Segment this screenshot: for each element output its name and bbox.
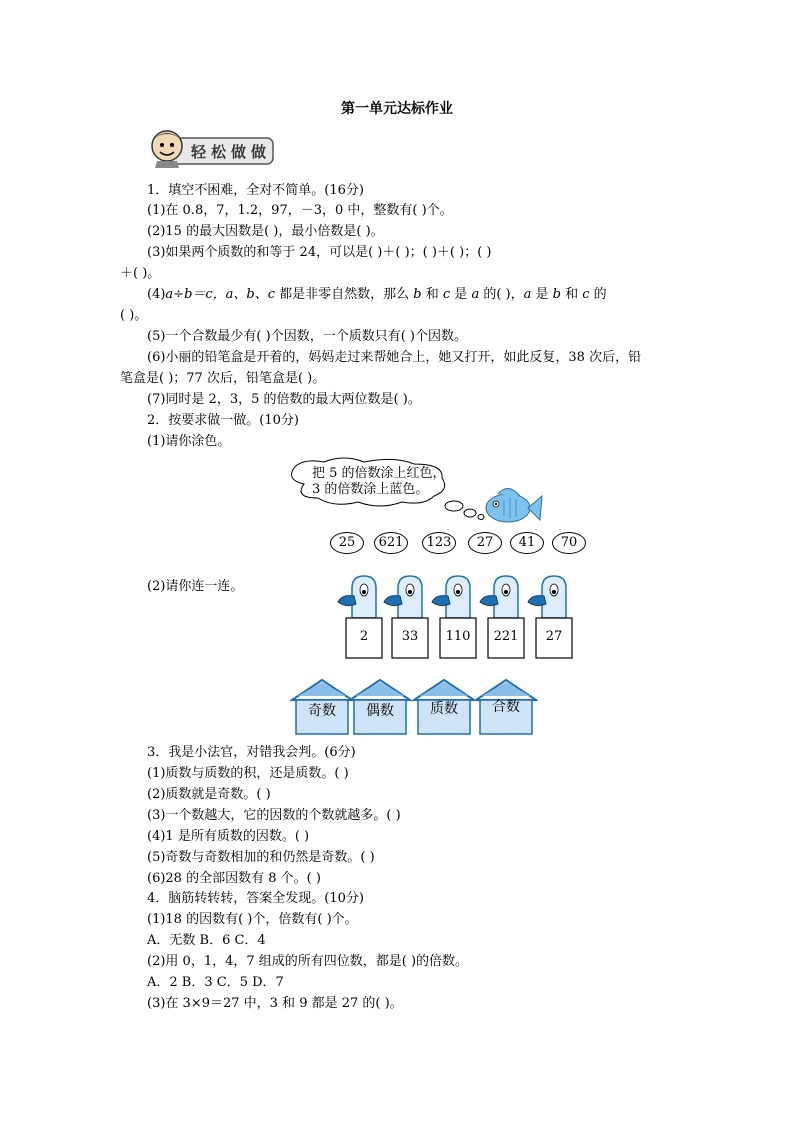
page-title: 第一单元达标作业 bbox=[341, 101, 453, 117]
question-1-6b: 笔盒是( )；77 次后，铅笔盒是( )。 bbox=[120, 371, 326, 386]
question-1-2: (2)15 的最大因数是( )，最小倍数是( )。 bbox=[147, 224, 384, 239]
judge-item: (6)28 的全部因数有 8 个。( ) bbox=[147, 871, 321, 886]
question-4-3: (3)在 3×9＝27 中，3 和 9 都是 27 的( )。 bbox=[147, 996, 403, 1011]
q4-a: a bbox=[471, 287, 480, 302]
q4-mid: 都是非零自然数，那么 bbox=[275, 287, 414, 302]
question-2-2: (2)请你连一连。 bbox=[147, 579, 244, 594]
judge-item: (3)一个数越大，它的因数的个数就越多。( ) bbox=[147, 808, 401, 823]
fish-icon bbox=[486, 488, 542, 522]
question-1-1: (1)在 0.8，7，1.2，97，－3，0 中，整数有( )个。 bbox=[147, 203, 453, 218]
question-4-2: (2)用 0，1，4，7 组成的所有四位数，都是( )的倍数。 bbox=[147, 954, 469, 969]
q4-is2: 是 bbox=[531, 287, 553, 302]
q4-prefix: (4) bbox=[147, 287, 166, 302]
duck-number: 27 bbox=[545, 629, 563, 644]
house-odd[interactable] bbox=[290, 678, 354, 736]
question-4-1: (1)18 的因数有( )个，倍数有( )个。 bbox=[147, 912, 358, 927]
duck-number: 110 bbox=[445, 629, 471, 644]
house-label: 质数 bbox=[430, 701, 458, 717]
q4-end: 的 bbox=[589, 287, 607, 302]
house-prime[interactable] bbox=[412, 678, 476, 736]
judge-item: (4)1 是所有质数的因数。( ) bbox=[147, 829, 310, 844]
judge-item: (2)质数就是奇数。( ) bbox=[147, 787, 271, 802]
q4-expr: a÷b＝c，a、b、c bbox=[165, 287, 276, 302]
duck-number: 2 bbox=[359, 629, 369, 644]
house-label: 奇数 bbox=[308, 703, 336, 719]
thought-bubble bbox=[284, 456, 544, 526]
question-4-1-options: A．无数 B．6 C．4 bbox=[147, 933, 266, 948]
q4-a2: a bbox=[523, 287, 532, 302]
house-even[interactable] bbox=[348, 678, 412, 736]
q4-b2: b bbox=[552, 287, 561, 302]
house-label: 合数 bbox=[492, 699, 520, 715]
number-circle[interactable]: 123 bbox=[422, 532, 456, 554]
number-circle[interactable]: 25 bbox=[330, 532, 364, 554]
section4-heading: 4．脑筋转转转，答案全发现。(10分) bbox=[147, 891, 364, 906]
duck-number-card[interactable] bbox=[524, 574, 574, 694]
number-circle[interactable]: 621 bbox=[374, 532, 408, 554]
duck-number-card[interactable] bbox=[428, 574, 478, 694]
bubble-line-1: 把 5 的倍数涂上红色， bbox=[312, 466, 446, 481]
duck-number-card[interactable] bbox=[334, 574, 384, 694]
house-row bbox=[290, 678, 540, 740]
section1-heading: 1．填空不困难，全对不简单。(16分) bbox=[147, 183, 364, 198]
duck-row bbox=[334, 574, 574, 660]
duck-number: 221 bbox=[493, 629, 519, 644]
q4-c: c bbox=[442, 287, 451, 302]
q4-is: 是 bbox=[450, 287, 472, 302]
q4-c2: c bbox=[582, 287, 590, 302]
house-label: 偶数 bbox=[366, 703, 394, 719]
question-1-3b: ＋( )。 bbox=[120, 266, 161, 281]
question-4-2-options: A．2 B．3 C．5 D．7 bbox=[147, 975, 284, 990]
question-1-5: (5)一个合数最少有( )个因数，一个质数只有( )个因数。 bbox=[147, 329, 467, 344]
question-2-1: (1)请你涂色。 bbox=[147, 434, 231, 449]
q4-and2: 和 bbox=[560, 287, 583, 302]
q4-b: b bbox=[413, 287, 422, 302]
question-1-6a: (6)小丽的铅笔盒是开着的，妈妈走过来帮她合上，她又打开，如此反复，38 次后，铅 bbox=[147, 350, 642, 365]
number-circle[interactable]: 27 bbox=[468, 532, 502, 554]
banner-text: 轻松做做 bbox=[191, 143, 272, 161]
section-banner bbox=[147, 128, 275, 168]
question-1-4a bbox=[147, 285, 607, 305]
question-1-3a: (3)如果两个质数的和等于 24，可以是( )＋( )；( )＋( )；( ) bbox=[147, 245, 492, 260]
question-1-7: (7)同时是 2，3，5 的倍数的最大两位数是( )。 bbox=[147, 392, 421, 407]
question-1-4b: ( )。 bbox=[120, 308, 148, 323]
house-composite[interactable] bbox=[474, 678, 538, 736]
bubble-line-2: 3 的倍数涂上蓝色。 bbox=[312, 482, 429, 497]
section2-heading: 2．按要求做一做。(10分) bbox=[147, 413, 299, 428]
duck-number-card[interactable] bbox=[476, 574, 526, 694]
duck-number-card[interactable] bbox=[380, 574, 430, 694]
section3-heading: 3．我是小法官，对错我会判。(6分) bbox=[147, 745, 356, 760]
number-circle[interactable]: 41 bbox=[510, 532, 544, 554]
q4-and: 和 bbox=[421, 287, 443, 302]
q4-post: 的( )， bbox=[479, 287, 524, 302]
duck-number: 33 bbox=[401, 629, 419, 644]
judge-item: (1)质数与质数的积，还是质数。( ) bbox=[147, 766, 349, 781]
number-circle[interactable]: 70 bbox=[552, 532, 586, 554]
judge-item: (5)奇数与奇数相加的和仍然是奇数。( ) bbox=[147, 850, 375, 865]
